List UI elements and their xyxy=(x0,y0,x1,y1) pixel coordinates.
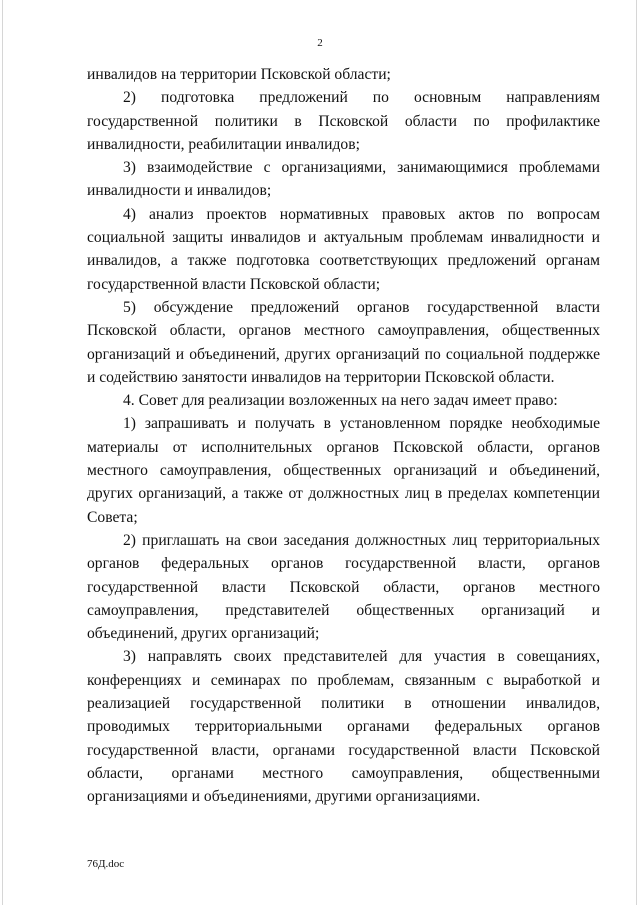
scan-right-edge xyxy=(636,0,637,905)
page-number: 2 xyxy=(317,37,323,49)
section-4-heading: 4. Совет для реализации возложенных на него задач имеет право: xyxy=(123,392,558,410)
paragraph-continuation: инвалидов на территории Псковской области; xyxy=(87,66,391,83)
file-name-footer: 76Д.doc xyxy=(87,858,125,870)
right-item-2: 2) приглашать на свои заседания должностных лиц территориальных органов федеральных органов государственной власти, органов государственной власти Псковской области, органов местного самоуправления, представителей общественных организаций и объединений, других организаций; xyxy=(87,531,600,643)
scan-left-edge xyxy=(2,0,3,905)
paragraph-item-3: 3) взаимодействие с организациями, занимающимися проблемами инвалидности и инвалидов; xyxy=(87,159,600,200)
right-item-1: 1) запрашивать и получать в установленном порядке необходимые материалы от исполнительных органов Псковской области, органов местного самоуправления, общественных организаций и объединений, других организаций, а также от должностных лиц в пределах компетенции Совета; xyxy=(87,415,600,526)
right-item-3: 3) направлять своих представителей для участия в совещаниях, конференциях и семинарах по проблемам, связанным с выработкой и реализацией государственной политики в отношении инвалидов, проводимых территориальными органами федеральных органов государственной власти, органами государственной власти Псковской области, органами местного самоуправления, общественными организациями и объединениями, другими организациями. xyxy=(87,648,600,806)
paragraph-item-5: 5) обсуждение предложений органов государственной власти Псковской области, органов местного самоуправления, общественных организаций и объединений, других организаций по социальной поддержке и содействию занятости инвалидов на территории Псковской области. xyxy=(87,298,600,386)
paragraph-item-4: 4) анализ проектов нормативных правовых актов по вопросам социальной защиты инвалидов и актуальным проблемам инвалидности и инвалидов, а также подготовка соответствующих предложений органам государственной власти Псковской области; xyxy=(87,205,600,293)
document-body xyxy=(87,63,600,809)
paragraph-item-2: 2) подготовка предложений по основным направлениям государственной политики в Псковской области по профилактике инвалидности, реабилитации инвалидов; xyxy=(87,89,600,153)
